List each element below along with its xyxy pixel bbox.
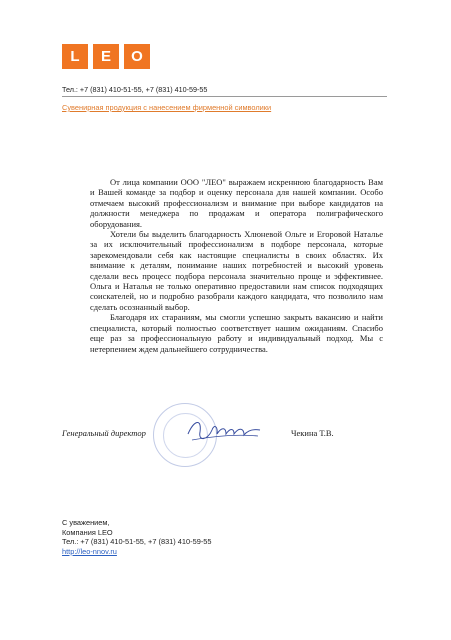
footer-contacts: [62, 518, 212, 556]
footer-website-link[interactable]: http://leo-nnov.ru: [62, 546, 117, 556]
footer-company: Компания LEO: [62, 527, 113, 537]
letter-paragraph-2: Хотели бы выделить благодарность Хлюневой Ольге и Егоровой Наталье за их исключительный профессионализм в подборе персонала, которые зарекомендовали себя как настоящие специалисты в своих областях. Их внимание к деталям, понимание наших потребностей и высокий уровень сделали весь процесс подбора персонала значительно проще и эффективнее. Ольга и Наталья не только оперативно предоставили нам список подходящих соискателей, но и подробно разобрали каждого кандидата, что позволило нам сделать осознанный выбор.: [90, 229, 383, 312]
logo-letter-e: E: [93, 44, 119, 69]
footer-phone: Тел.: +7 (831) 410-51-55, +7 (831) 410-59-55: [62, 537, 212, 547]
letter-paragraph-1: От лица компании ООО "ЛЕО" выражаем искреннюю благодарность Вам и Вашей команде за подбор и оценку персонала для нашей компании. Особо отмечаем высокий профессионализм и внимание при выборе кандидатов на должности менеджера по продажам и оператора полиграфического оборудования.: [90, 177, 383, 229]
logo-letter-o: O: [124, 44, 150, 69]
handwritten-signature: [184, 412, 264, 452]
signatory-title: Генеральный директор: [62, 428, 146, 438]
header-divider: [62, 96, 387, 97]
header-phone: Тел.: +7 (831) 410-51-55, +7 (831) 410-59-55: [62, 85, 208, 94]
company-logo: [62, 44, 150, 69]
header-tagline: Сувенирная продукция с нанесением фирменной символики: [62, 103, 272, 112]
signatory-name: Чекина Т.В.: [291, 428, 334, 438]
letter-body: [90, 177, 383, 354]
letter-paragraph-3: Благодаря их стараниям, мы смогли успешно закрыть вакансию и найти специалиста, который полностью соответствует нашим ожиданиям. Спасибо еще раз за профессиональную работу и индивидуальный подход. Мы с нетерпением ждем дальнейшего сотрудничества.: [90, 312, 383, 354]
footer-regards: С уважением,: [62, 518, 110, 527]
logo-letter-l: L: [62, 44, 88, 69]
